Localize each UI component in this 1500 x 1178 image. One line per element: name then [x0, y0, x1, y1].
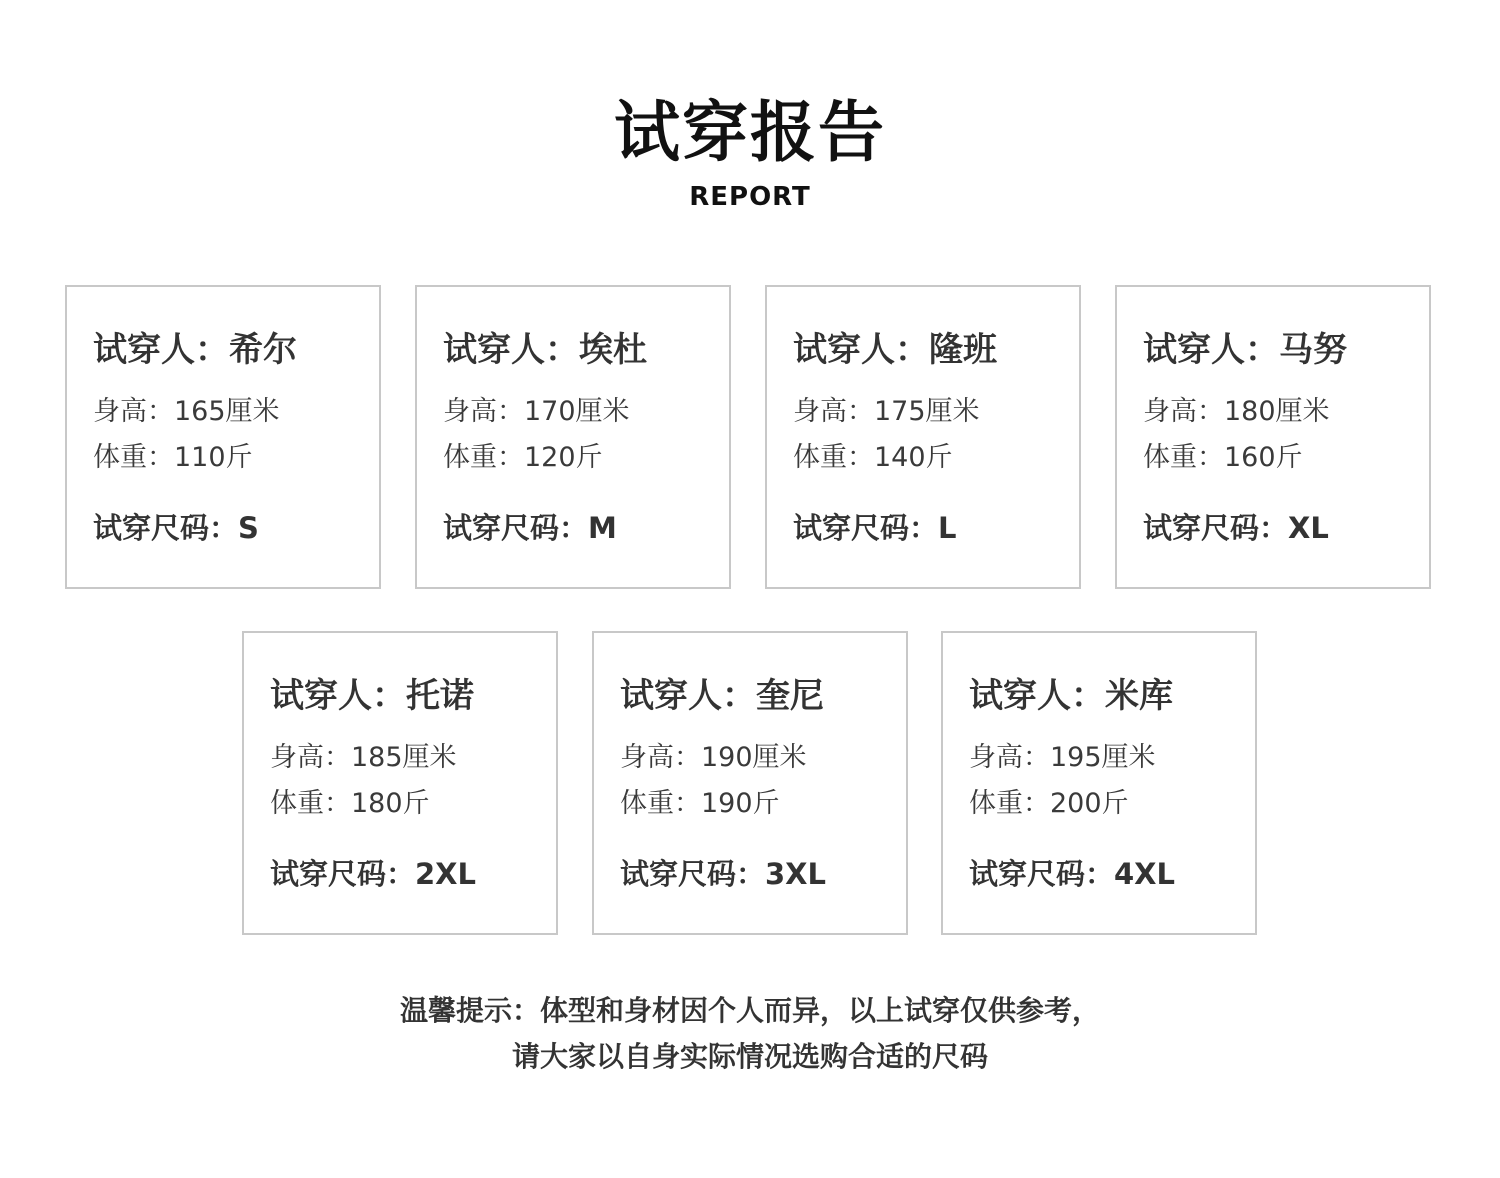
- tester-card: [1115, 285, 1431, 589]
- tester-height: 身高：190厘米: [620, 742, 807, 773]
- tester-height: 身高：195厘米: [969, 742, 1156, 773]
- tester-name: 试穿人：托诺: [270, 676, 474, 716]
- tester-card: [941, 631, 1257, 935]
- tester-weight: 体重：140斤: [793, 442, 953, 473]
- tester-height: 身高：175厘米: [793, 396, 980, 427]
- tester-name: 试穿人：马努: [1143, 330, 1347, 370]
- tester-weight: 体重：200斤: [969, 788, 1129, 819]
- tester-height: 身高：185厘米: [270, 742, 457, 773]
- tester-name: 试穿人：隆班: [793, 330, 997, 370]
- report-title: 试穿报告: [614, 94, 886, 171]
- tester-name: 试穿人：埃杜: [443, 330, 647, 370]
- tester-card: [242, 631, 558, 935]
- report-subtitle: REPORT: [689, 182, 811, 212]
- notice-line-2: 请大家以自身实际情况选购合适的尺码: [511, 1040, 988, 1073]
- tester-size: 试穿尺码：3XL: [620, 857, 827, 891]
- tester-size: 试穿尺码：M: [443, 511, 617, 545]
- tester-height: 身高：180厘米: [1143, 396, 1330, 427]
- tester-name: 试穿人：希尔: [93, 330, 297, 370]
- tester-weight: 体重：180斤: [270, 788, 430, 819]
- tester-size: 试穿尺码：XL: [1143, 511, 1329, 545]
- tester-card: [592, 631, 908, 935]
- tester-weight: 体重：160斤: [1143, 442, 1303, 473]
- tester-height: 身高：170厘米: [443, 396, 630, 427]
- tester-weight: 体重：190斤: [620, 788, 780, 819]
- tester-card: [765, 285, 1081, 589]
- tester-weight: 体重：110斤: [93, 442, 253, 473]
- tester-weight: 体重：120斤: [443, 442, 603, 473]
- tester-size: 试穿尺码：S: [93, 511, 259, 545]
- notice-line-1: 温馨提示：体型和身材因个人而异，以上试穿仅供参考，: [399, 994, 1100, 1027]
- tester-card: [415, 285, 731, 589]
- tester-size: 试穿尺码：4XL: [969, 857, 1176, 891]
- tester-card: [65, 285, 381, 589]
- tester-name: 试穿人：米库: [969, 676, 1173, 716]
- tester-size: 试穿尺码：L: [793, 511, 957, 545]
- tester-name: 试穿人：奎尼: [620, 676, 824, 716]
- tester-size: 试穿尺码：2XL: [270, 857, 477, 891]
- tester-height: 身高：165厘米: [93, 396, 280, 427]
